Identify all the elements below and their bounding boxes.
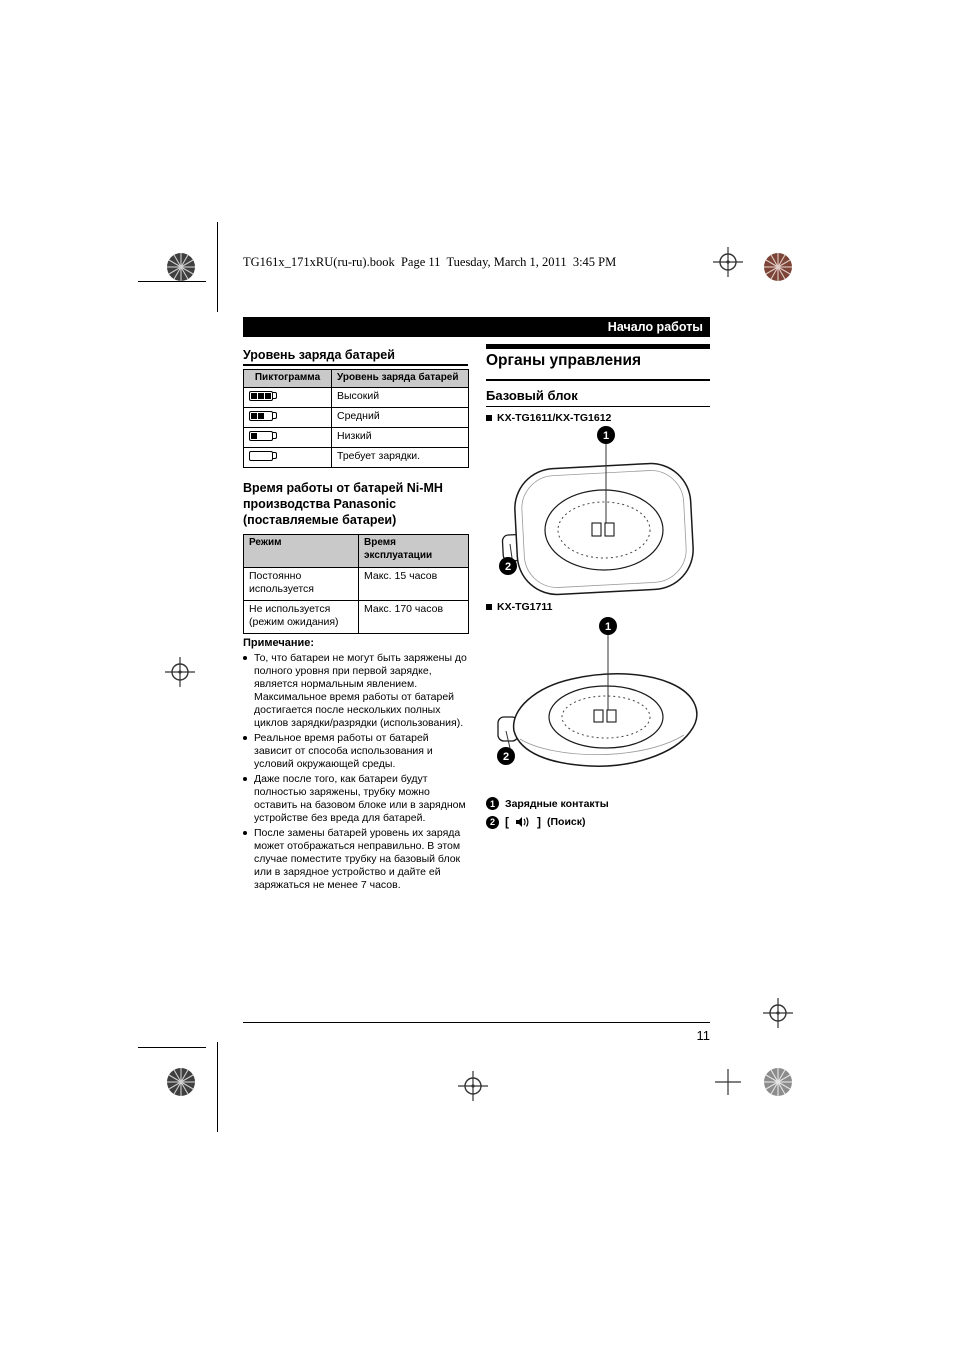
bullet-icon (243, 652, 254, 730)
table-row (244, 601, 469, 634)
column-header-pictogram: Пиктограмма (244, 370, 332, 388)
callout-1-number: 1 (604, 621, 612, 633)
list-item (243, 827, 468, 892)
page-number: 11 (696, 1028, 710, 1043)
legend-text: (Поиск) (547, 816, 586, 828)
crop-mark-bottom-left-horizontal (138, 1047, 206, 1048)
controls-title: Органы управления (486, 352, 642, 369)
list-item (243, 732, 468, 771)
registration-starburst-bottom-left (166, 1067, 196, 1097)
mode-cell: Постоянно используется (244, 568, 359, 601)
callout-1-badge: 1 (486, 797, 499, 810)
legend-item-locator (486, 815, 609, 829)
model-label: KX-TG1611/KX-TG1612 (497, 412, 612, 424)
bracket-close: ] (537, 815, 541, 829)
battery-level-label: Средний (332, 407, 469, 427)
model-heading-1 (486, 412, 611, 424)
registration-starburst-top-right (763, 252, 793, 282)
legend-text: Зарядные контакты (505, 797, 609, 810)
table-row (244, 427, 469, 447)
bracket-open: [ (505, 815, 509, 829)
battery-level-table (243, 369, 469, 468)
table-row (244, 568, 469, 601)
operating-time-title: Время работы от батарей Ni-MH производства Panasonic (поставляемые батареи) (243, 481, 443, 527)
column-header-level: Уровень заряда батарей (332, 370, 469, 388)
note-bullet-list (243, 652, 468, 894)
subtitle-rule (486, 406, 710, 407)
bullet-icon (243, 827, 254, 892)
callout-legend (486, 797, 609, 834)
crop-mark-bottom-left-vertical (217, 1042, 218, 1132)
battery-level-title: Уровень заряда батарей (243, 348, 395, 362)
callout-2-badge: 2 (486, 816, 499, 829)
registration-target-left-middle (165, 657, 195, 687)
base-unit-subtitle: Базовый блок (486, 388, 578, 403)
crop-mark-top-left-vertical (217, 222, 218, 312)
callout-2-number: 2 (504, 561, 512, 573)
base-unit-illustration-kx-tg1711 (490, 615, 712, 795)
base-unit-illustration-kx-tg1611 (490, 424, 712, 604)
callout-2-number: 2 (502, 751, 510, 763)
model-heading-2 (486, 601, 552, 613)
locator-icon (515, 816, 531, 828)
charging-contact-shape (594, 710, 603, 722)
note-title: Примечание: (243, 637, 315, 649)
battery-title-rule (243, 364, 468, 366)
section-header-bar: Начало работы (243, 317, 710, 337)
callout-1-number: 1 (602, 430, 610, 442)
square-bullet-icon (486, 415, 492, 421)
bullet-text: Даже после того, как батареи будут полностью заряжены, трубку можно оставить на базовом блоке или в зарядном устройстве без вреда для батарей. (254, 773, 466, 824)
registration-target-bottom-center (458, 1071, 488, 1101)
table-header-row (244, 370, 469, 388)
battery-level-label: Требует зарядки. (332, 447, 469, 467)
list-item (243, 773, 468, 825)
bullet-icon (243, 773, 254, 825)
bullet-text: После замены батарей уровень их заряда может отображаться неправильно. В этом случае поместите трубку на базовый блок или в зарядное устройство и дайте ей заряжаться не менее 7 часов. (254, 827, 461, 891)
print-job-line: TG161x_171xRU(ru-ru).book Page 11 Tuesday, March 1, 2011 3:45 PM (243, 255, 617, 269)
footer-rule (243, 1022, 710, 1023)
time-cell: Макс. 15 часов (359, 568, 469, 601)
time-cell: Макс. 170 часов (359, 601, 469, 634)
charging-contact-shape (592, 523, 601, 536)
battery-level-label: Высокий (332, 387, 469, 407)
mode-cell: Не используется (режим ожидания) (244, 601, 359, 634)
battery-medium-icon (249, 411, 277, 421)
column-header-time: Время эксплуатации (359, 535, 469, 568)
cradle-recess-shape (549, 686, 663, 748)
bullet-text: Реальное время работы от батарей зависит от способа использования и условий окружающей среды. (254, 732, 433, 770)
operating-time-table (243, 534, 469, 634)
registration-starburst-bottom-right (763, 1067, 793, 1097)
column-header-mode: Режим (244, 535, 359, 568)
square-bullet-icon (486, 604, 492, 610)
controls-section-thick-rule (486, 344, 710, 349)
table-header-row (244, 535, 469, 568)
table-row (244, 387, 469, 407)
list-item (243, 652, 468, 730)
model-label: KX-TG1711 (497, 601, 553, 613)
charging-contact-shape (605, 523, 614, 536)
bullet-icon (243, 732, 254, 771)
registration-target-right-lower (763, 998, 793, 1028)
charging-contact-shape (607, 710, 616, 722)
legend-item-charging-contacts (486, 797, 609, 810)
registration-starburst-top-left (166, 252, 196, 282)
bullet-text: То, что батареи не могут быть заряжены до полного уровня при первой зарядке, является нормальным явлением. Максимальное время работы от батарей достигается после нескольких полных циклов зарядки/разрядки (использования). (254, 652, 467, 729)
table-row (244, 407, 469, 427)
cross-mark-bottom-right (715, 1069, 741, 1095)
registration-target-top-right (713, 247, 743, 277)
table-row (244, 447, 469, 467)
battery-empty-icon (249, 451, 277, 461)
controls-title-rule (486, 379, 710, 381)
battery-low-icon (249, 431, 277, 441)
battery-high-icon (249, 391, 277, 401)
battery-level-label: Низкий (332, 427, 469, 447)
